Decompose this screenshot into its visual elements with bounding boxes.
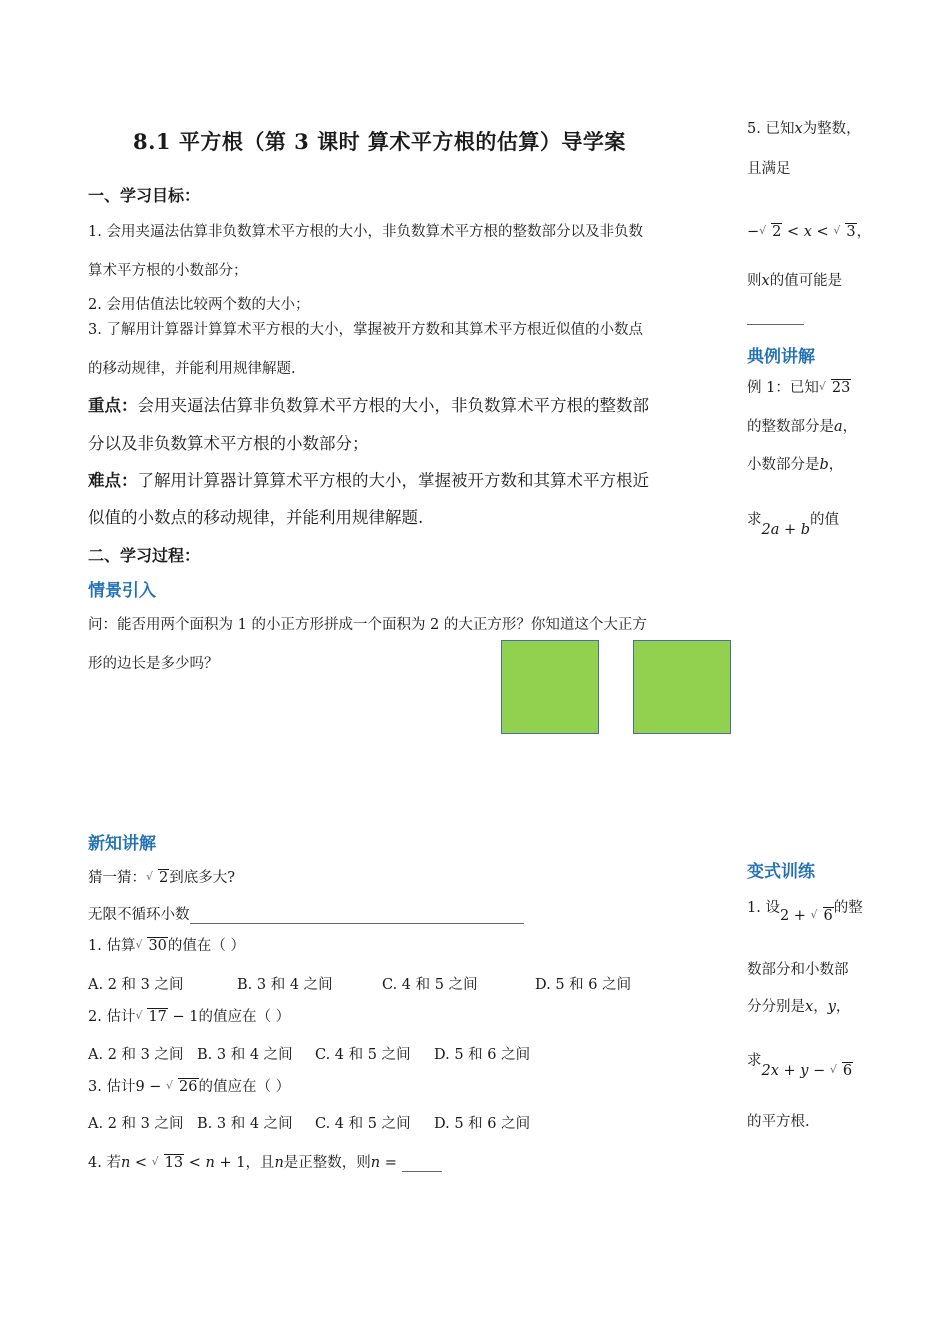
answer-blank[interactable]	[747, 324, 804, 325]
difficulty-line-1	[88, 467, 649, 491]
page-title: 8.1 平方根（第 3 课时 算术平方根的估算）导学案	[133, 129, 626, 154]
value-suffix: 的值	[810, 512, 840, 528]
respectively-text: 分分别是	[747, 999, 805, 1015]
answer-blank[interactable]	[402, 1157, 442, 1172]
variant-1-line-2: 数部分和小数部	[747, 962, 849, 978]
q2-option-a[interactable]: A. 2 和 3 之间	[88, 1047, 184, 1063]
example-1-line-2	[747, 415, 857, 436]
var-x: x	[805, 999, 814, 1015]
q4-prefix: 4. 若	[88, 1155, 121, 1171]
integer-part-text: 的整数部分是	[747, 419, 834, 435]
radicand: 30	[148, 938, 167, 954]
q2-option-d[interactable]: D. 5 和 6 之间	[434, 1047, 531, 1063]
less-than: <	[130, 1155, 152, 1171]
q3-prefix: 3. 估计	[88, 1079, 136, 1095]
q2-option-b[interactable]: B. 3 和 4 之间	[197, 1047, 293, 1063]
q3-option-a[interactable]: A. 2 和 3 之间	[88, 1116, 184, 1132]
radicand: 6	[823, 908, 833, 924]
section-heading-process: 二、学习过程：	[88, 546, 201, 565]
two-plus: 2 +	[779, 908, 811, 924]
guess-line	[88, 866, 235, 887]
question-4	[88, 1151, 442, 1172]
q1-option-b[interactable]: B. 3 和 4 之间	[237, 977, 333, 993]
question-1	[88, 934, 245, 955]
q3-nine-minus: 9 −	[135, 1079, 167, 1095]
small-square-left	[501, 640, 599, 734]
section-heading-goals: 一、学习目标：	[88, 186, 201, 205]
variant-1-line-3	[747, 995, 850, 1016]
key-point-line-1	[88, 392, 649, 416]
sqrt-6: √ 6	[810, 908, 833, 924]
q2-option-c[interactable]: C. 4 和 5 之间	[315, 1047, 411, 1063]
goal-2: 2. 会用估值法比较两个数的大小；	[88, 297, 310, 313]
goal-3-line-2: 的移动规律，并能利用规律解题.	[88, 361, 296, 377]
radicand: 2	[772, 224, 782, 240]
var-a: a	[834, 419, 843, 435]
var-x: x	[761, 273, 770, 289]
question-2	[88, 1005, 290, 1026]
side-q5-line-4	[747, 269, 842, 290]
comma: ，	[842, 419, 858, 435]
decimal-part-text: 小数部分是	[747, 457, 820, 473]
q3-suffix: 的值应在（ ）	[198, 1079, 291, 1095]
example-title: 典例讲解	[747, 347, 815, 367]
less-than: <	[782, 224, 804, 240]
radicand: 2	[159, 870, 169, 886]
goal-1-line-2: 算术平方根的小数部分；	[88, 263, 248, 279]
minus-sign: −	[747, 224, 760, 240]
q5-then: 则	[747, 273, 762, 289]
example-1-line-4	[747, 508, 840, 538]
question-line-1: 问：能否用两个面积为 1 的小正方形拼成一个面积为 2 的大正方形？你知道这个大正方	[88, 617, 647, 633]
key-point-text: 会用夹逼法估算非负数算术平方根的大小，非负数算术平方根的整数部	[137, 396, 649, 415]
example-1-line-1	[747, 376, 851, 397]
small-square-right	[633, 640, 731, 734]
difficulty-label: 难点：	[88, 471, 138, 490]
sqrt-2: √ 2	[146, 870, 169, 886]
variant-1-line-4	[747, 1049, 853, 1079]
difficulty-line-2: 似值的小数点的移动规律，并能利用规律解题.	[88, 508, 424, 527]
sqrt-3: √ 3	[833, 224, 856, 240]
sqrt-23: √ 23	[818, 380, 851, 396]
var-n: n	[205, 1155, 215, 1171]
q2-prefix: 2. 估计	[88, 1009, 136, 1025]
less-than: <	[184, 1155, 206, 1171]
q3-option-b[interactable]: B. 3 和 4 之间	[197, 1116, 293, 1132]
radicand: 17	[148, 1009, 167, 1025]
comma: ，	[835, 999, 851, 1015]
q4-and: ，且	[245, 1155, 275, 1171]
plus-one: + 1	[214, 1155, 246, 1171]
expression-2x-plus-y-minus: 2x + y −	[761, 1063, 830, 1079]
var-n: n	[120, 1155, 131, 1171]
side-q5-line-2: 且满足	[747, 161, 791, 177]
variant-prefix: 1. 设	[747, 900, 780, 916]
var-n: n	[370, 1155, 381, 1171]
q1-suffix: 的值在（ ）	[167, 938, 246, 954]
sqrt-30: √ 30	[135, 938, 167, 954]
var-b: b	[819, 457, 829, 473]
infinite-decimal-label: 无限不循环小数	[88, 907, 190, 923]
answer-blank[interactable]	[190, 909, 524, 924]
radicand: 6	[842, 1063, 853, 1079]
sqrt-6: √ 6	[829, 1063, 853, 1079]
variant-training-title: 变式训练	[747, 862, 815, 882]
comma: ，	[828, 457, 844, 473]
comma: ，	[813, 999, 828, 1015]
var-n: n	[274, 1155, 284, 1171]
sqrt-17: √ 17	[135, 1009, 167, 1025]
question-line-2: 形的边长是多少吗？	[88, 656, 219, 672]
example-1-line-3	[747, 453, 843, 474]
comma: ，	[856, 224, 872, 240]
side-q5-line-1	[747, 117, 861, 138]
guess-suffix: 到底多大?	[169, 870, 236, 886]
side-q5-inequality	[747, 220, 871, 241]
scene-intro-title: 情景引入	[88, 581, 156, 601]
goal-1-line-1: 1. 会用夹逼法估算非负数算术平方根的大小，非负数算术平方根的整数部分以及非负数	[88, 224, 643, 240]
less-than: <	[811, 224, 834, 240]
key-point-line-2: 分以及非负数算术平方根的小数部分；	[88, 434, 369, 453]
sqrt-2: √ 2	[759, 224, 782, 240]
q1-option-a[interactable]: A. 2 和 3 之间	[88, 977, 184, 993]
ask-prefix: 求	[747, 512, 762, 528]
q1-option-d[interactable]: D. 5 和 6 之间	[535, 977, 632, 993]
new-knowledge-title: 新知讲解	[88, 834, 156, 854]
variant-expression	[780, 908, 834, 924]
q4-condition: 是正整数，则	[283, 1155, 371, 1171]
q5-prefix: 5. 已知	[747, 121, 795, 137]
difficulty-text: 了解用计算器计算算术平方根的大小，掌握被开方数和其算术平方根近	[137, 471, 649, 490]
guess-prefix: 猜一猜：	[88, 870, 146, 886]
expression-2a-plus-b: 2a + b	[761, 522, 811, 538]
sqrt-13: √ 13	[151, 1155, 184, 1171]
q2-minus-one: − 1	[167, 1009, 199, 1025]
equals: =	[380, 1155, 402, 1171]
example-prefix: 例 1：已知	[747, 380, 819, 396]
infinite-decimal-line	[88, 903, 524, 924]
goal-3-line-1: 3. 了解用计算器计算算术平方根的大小，掌握被开方数和其算术平方根近似值的小数点	[88, 322, 643, 338]
radicand: 23	[831, 380, 851, 396]
variant-1-line-5: 的平方根.	[747, 1114, 810, 1130]
q5-ask: 的值可能是	[769, 273, 843, 289]
radicand: 13	[164, 1155, 184, 1171]
q3-option-d[interactable]: D. 5 和 6 之间	[434, 1116, 531, 1132]
q5-suffix: 为整数，	[802, 121, 861, 137]
sqrt-26: √ 26	[166, 1079, 198, 1095]
variant-1-line-1	[747, 896, 863, 924]
radicand: 3	[846, 224, 856, 240]
variant-expression-2	[762, 1063, 854, 1079]
var-y: y	[827, 999, 836, 1015]
q3-option-c[interactable]: C. 4 和 5 之间	[315, 1116, 411, 1132]
var-x: x	[794, 121, 803, 137]
variant-suffix: 的整	[833, 900, 863, 916]
ask-prefix: 求	[747, 1053, 762, 1069]
q2-suffix: 的值应在（ ）	[198, 1009, 291, 1025]
radicand: 26	[179, 1079, 198, 1095]
key-point-label: 重点：	[88, 396, 138, 415]
var-x: x	[803, 224, 812, 240]
q1-prefix: 1. 估算	[88, 938, 136, 954]
q1-option-c[interactable]: C. 4 和 5 之间	[382, 977, 478, 993]
question-3	[88, 1075, 290, 1096]
